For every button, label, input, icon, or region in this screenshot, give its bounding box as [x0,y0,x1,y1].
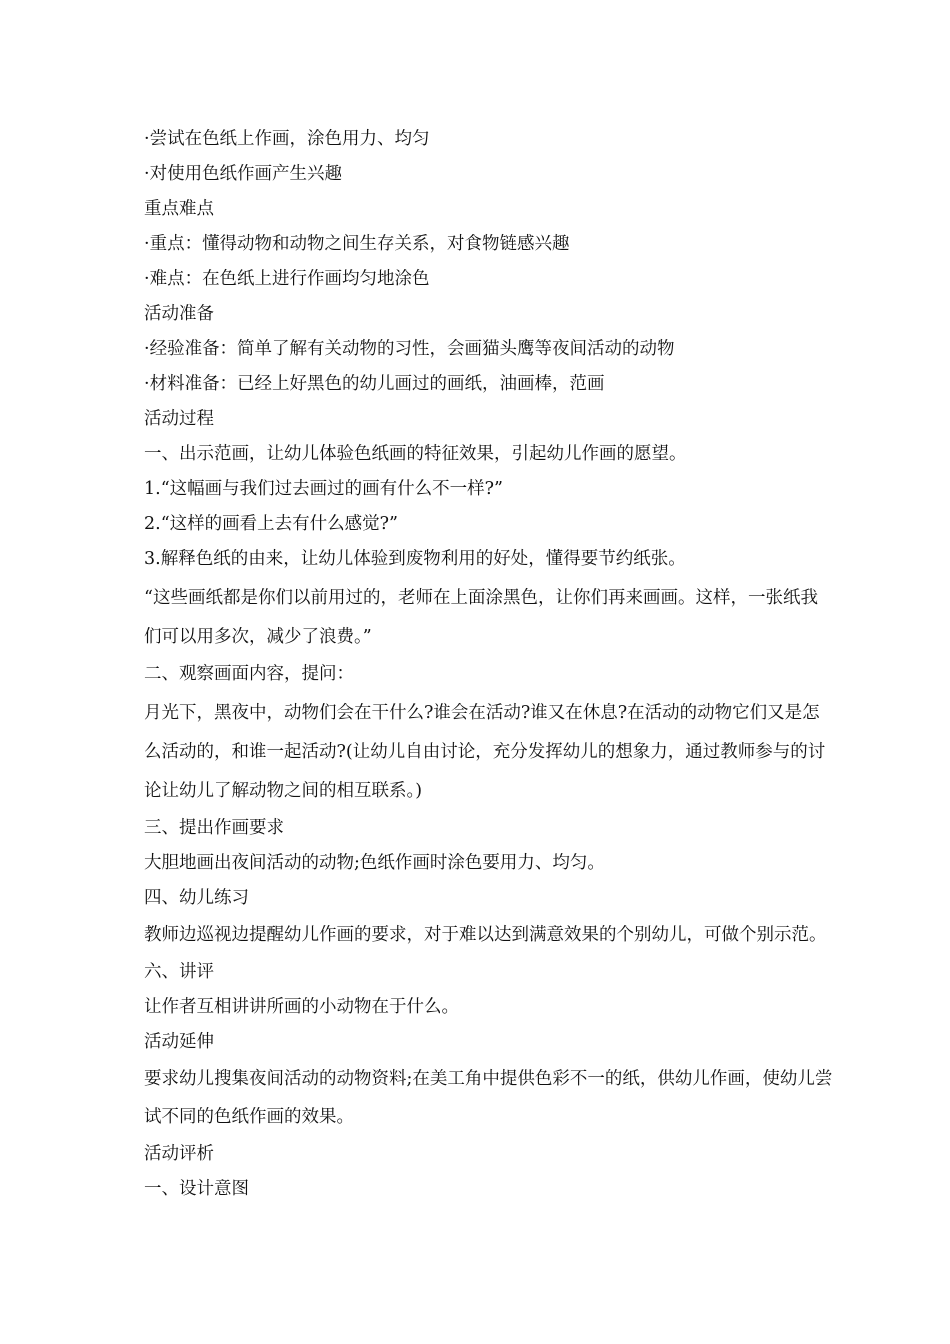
extension-paragraph: 要求幼儿搜集夜间活动的动物资料;在美工角中提供色彩不一的纸，供幼儿作画，使幼儿尝试不同的色纸作画的效果。 [144,1068,833,1127]
process-step-6: 六、讲评 [144,961,214,982]
goal-line-2: ·对使用色纸作画产生兴趣 [144,164,343,184]
process-step-4: 四、幼儿练习 [144,888,249,908]
process-question-2: 2.“这样的画看上去有什么感觉?” [144,514,398,534]
section-heading-key-points: 重点难点 [144,199,214,219]
design-intent-heading: 一、设计意图 [144,1178,249,1199]
process-question-1: 1.“这幅画与我们过去画过的画有什么不一样?” [144,479,503,499]
key-point-line: ·重点：懂得动物和动物之间生存关系，对食物链感兴趣 [144,234,570,254]
process-step-1: 一、出示范画，让幼儿体验色纸画的特征效果，引起幼儿作画的愿望。 [144,444,687,464]
observation-paragraph: 月光下，黑夜中，动物们会在干什么?谁会在活动?谁又在休息?在活动的动物它们又是怎么活动的，和谁一起活动?(让幼儿自由讨论，充分发挥幼儿的想象力，通过教师参与的讨论让幼儿了解动物之间的相互联系。) [144,703,826,801]
experience-preparation-line: ·经验准备：简单了解有关动物的习性，会画猫头鹰等夜间活动的动物 [144,339,675,359]
teacher-quote-paragraph: “这些画纸都是你们以前用过的，老师在上面涂黑色，让你们再来画画。这样，一张纸我们可以用多次，减少了浪费。” [144,588,818,647]
drawing-requirement-line: 大胆地画出夜间活动的动物;色纸作画时涂色要用力、均匀。 [144,853,605,873]
section-heading-process: 活动过程 [144,409,214,429]
evaluation-line: 让作者互相讲讲所画的小动物在于什么。 [144,996,459,1017]
practice-paragraph: 教师边巡视边提醒幼儿作画的要求，对于难以达到满意效果的个别幼儿，可做个别示范。 [144,925,827,945]
process-question-3: 3.解释色纸的由来，让幼儿体验到废物利用的好处，懂得要节约纸张。 [144,549,686,569]
section-heading-extension: 活动延伸 [144,1031,214,1052]
document-body [144,122,834,1207]
section-heading-analysis: 活动评析 [144,1143,214,1164]
goal-line-1: ·尝试在色纸上作画，涂色用力、均匀 [144,129,430,149]
difficulty-line: ·难点：在色纸上进行作画均匀地涂色 [144,269,430,289]
section-heading-preparation: 活动准备 [144,304,214,324]
process-step-2: 二、观察画面内容，提问： [144,664,354,684]
material-preparation-line: ·材料准备：已经上好黑色的幼儿画过的画纸，油画棒，范画 [144,374,605,394]
process-step-3: 三、提出作画要求 [144,818,284,838]
